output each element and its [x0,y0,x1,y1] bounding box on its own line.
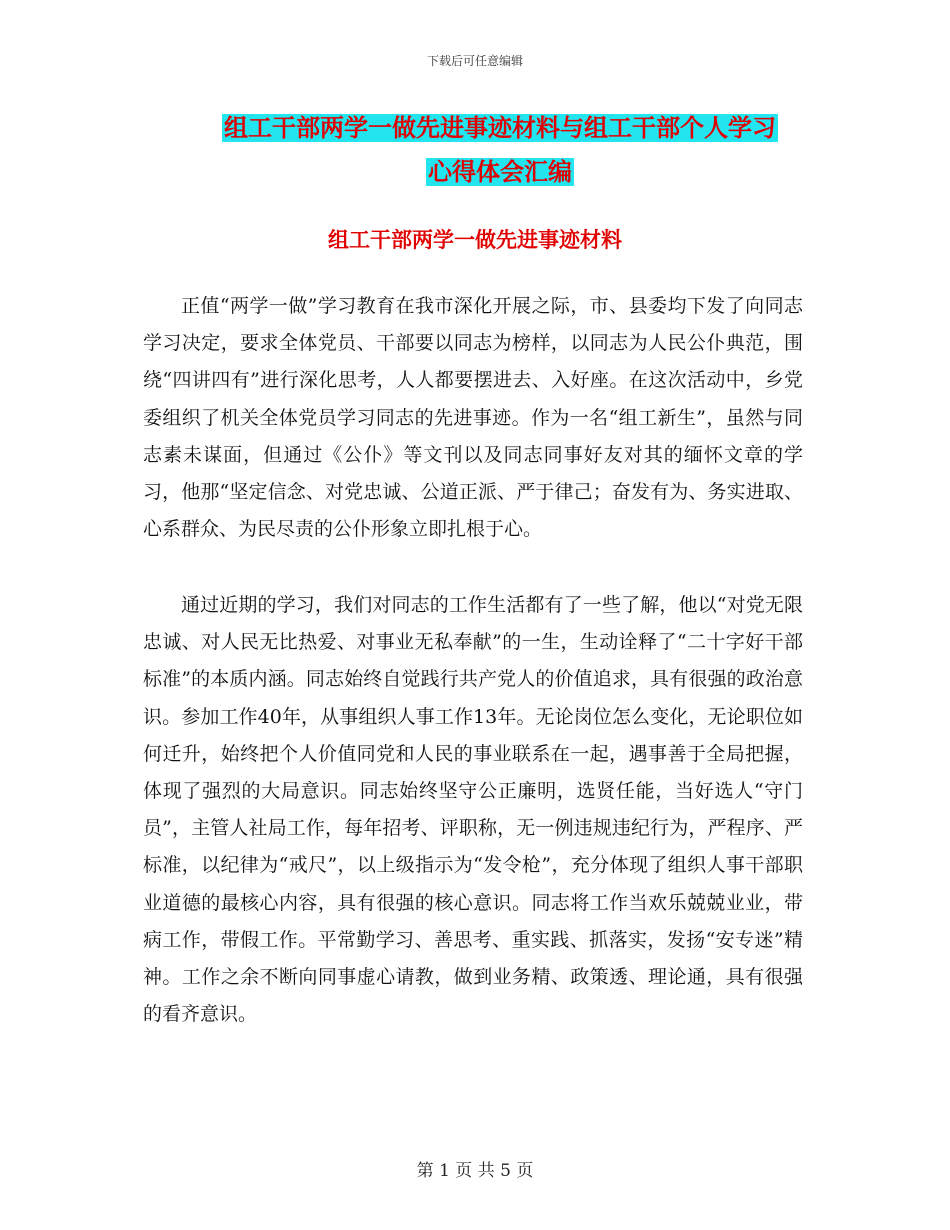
body-paragraph-2-block [143,587,803,1033]
document-title-line-2 [180,156,820,188]
page-number-footer: 第 1 页 共 5 页 [416,1161,534,1181]
document-title-text-1: 组工干部两学一做先进事迹材料与组工干部个人学习 [224,114,776,142]
document-title-text-2: 心得体会汇编 [428,158,572,186]
document-title-line-1 [180,112,820,144]
body-paragraph-2: 通过近期的学习，我们对同志的工作生活都有了一些了解，他以“对党无限忠诚、对人民无比热爱、对事业无私奉献”的一生，生动诠释了“二十字好干部标准”的本质内涵。同志始终自觉践行共产党人的价值追求，具有很强的政治意识。参加工作40年，从事组织人事工作13年。无论岗位怎么变化，无论职位如何迁升，始终把个人价值同党和人民的事业联系在一起，遇事善于全局把握，体现了强烈的大局意识。同志始终坚守公正廉明，选贤任能，当好选人“守门员”，主管人社局工作，每年招考、评职称，无一例违规违纪行为，严程序、严标准，以纪律为“戒尺”，以上级指示为“发令枪”，充分体现了组织人事干部职业道德的最核心内容，具有很强的核心意识。同志将工作当欢乐兢兢业业，带病工作，带假工作。平常勤学习、善思考、重实践、抓落实，发扬“安专迷”精神。工作之余不断向同事虚心请教，做到业务精、政策透、理论通，具有很强的看齐意识。 [143,594,803,1026]
header-note: 下载后可任意编辑 [426,54,523,68]
section-title: 组工干部两学一做先进事迹材料 [328,228,622,252]
body-paragraph-1-block [143,288,803,548]
body-paragraph-1: 正值“两学一做”学习教育在我市深化开展之际，市、县委均下发了向同志学习决定，要求全体党员、干部要以同志为榜样，以同志为人民公仆典范，围绕“四讲四有”进行深化思考，人人都要摆进去、入好座。在这次活动中，乡党委组织了机关全体党员学习同志的先进事迹。作为一名“组工新生”，虽然与同志素未谋面，但通过《公仆》等文刊以及同志同事好友对其的缅怀文章的学习，他那“坚定信念、对党忠诚、公道正派、严于律己；奋发有为、务实进取、心系群众、为民尽责的公仆形象立即扎根于心。 [143,295,803,541]
